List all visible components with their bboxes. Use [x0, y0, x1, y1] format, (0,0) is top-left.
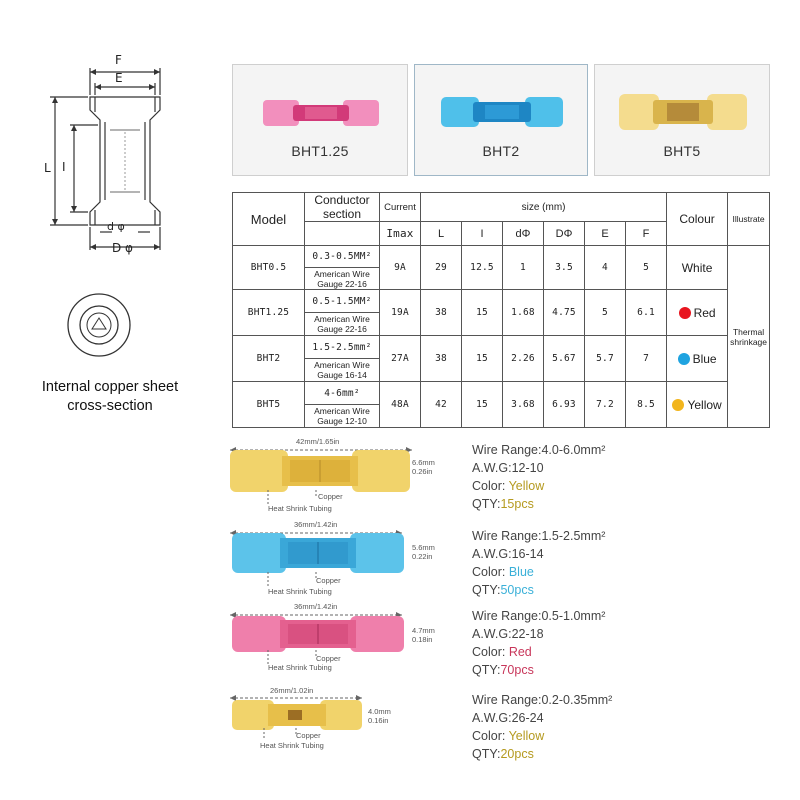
cell-section: 1.5-2.5mm² [305, 336, 380, 359]
cell-illustrate: Thermal shrinkage [728, 246, 770, 428]
cell-colour [667, 246, 728, 290]
tubing-label: Heat Shrink Tubing [268, 587, 332, 596]
header-imax: Imax [380, 222, 421, 246]
diameter-in-label: 0.26in [412, 467, 433, 476]
copper-label: Copper [296, 731, 321, 740]
cell-l: 42 [421, 382, 462, 428]
length-label: 42mm/1.65in [296, 437, 340, 446]
header-colour: Colour [667, 193, 728, 246]
wire-range-line [472, 607, 605, 625]
awg-line1: American Wire [314, 314, 370, 324]
header-f: F [626, 222, 667, 246]
cell-colour [667, 290, 728, 336]
awg-line [472, 709, 612, 727]
length-label: 36mm/1.42in [294, 520, 338, 529]
cell-d-big: 4.75 [544, 290, 585, 336]
awg-value: 16-14 [511, 547, 544, 561]
color-value: Yellow [508, 479, 545, 493]
qty-label: QTY: [472, 583, 501, 597]
cell-section: 4-6mm² [305, 382, 380, 405]
awg-label: A.W.G: [472, 627, 512, 641]
cell-awg [305, 313, 380, 336]
colour-label: Blue [692, 351, 717, 366]
header-e: E [585, 222, 626, 246]
range-value: 4.0-6.0mm² [541, 443, 606, 457]
dim-label-l: L [44, 161, 51, 175]
qty-value: 70pcs [500, 663, 534, 677]
red-dot-icon [679, 307, 691, 319]
length-label: 26mm/1.02in [270, 686, 314, 695]
cell-e: 7.2 [585, 382, 626, 428]
awg-value: 26-24 [511, 711, 544, 725]
cell-f: 5 [626, 246, 667, 290]
awg-label: A.W.G: [472, 461, 512, 475]
color-value: Yellow [508, 729, 545, 743]
qty-label: QTY: [472, 747, 501, 761]
color-value: Red [508, 645, 532, 659]
product-card-bht5 [594, 64, 770, 176]
qty-value: 15pcs [500, 497, 534, 511]
awg-line1: American Wire [314, 360, 370, 370]
length-label: 36mm/1.42in [294, 602, 338, 611]
tubing-label: Heat Shrink Tubing [268, 504, 332, 513]
awg-value: 22-18 [511, 627, 544, 641]
range-label: Wire Range: [472, 693, 542, 707]
awg-line [472, 459, 605, 477]
cell-i: 15 [462, 382, 503, 428]
range-value: 0.5-1.0mm² [541, 609, 606, 623]
color-label: Color: [472, 729, 506, 743]
cell-f: 8.5 [626, 382, 667, 428]
product-card-bht2 [414, 64, 588, 176]
header-conductor-line2: section [322, 207, 362, 221]
connector-pink-icon [261, 95, 381, 131]
awg-line1: American Wire [314, 406, 370, 416]
awg-value: 12-10 [511, 461, 544, 475]
dim-label-e: E [115, 71, 123, 85]
qty-value: 20pcs [500, 747, 534, 761]
blue-dot-icon [678, 353, 690, 365]
cell-model: BHT2 [233, 336, 305, 382]
qty-label: QTY: [472, 497, 501, 511]
card-label: BHT2 [482, 143, 520, 159]
awg-label: A.W.G: [472, 711, 512, 725]
color-value: Blue [508, 565, 534, 579]
header-conductor [305, 193, 380, 222]
qty-line [472, 581, 605, 599]
diameter-mm-label: 4.0mm [368, 707, 391, 716]
diameter-in-label: 0.18in [412, 635, 433, 644]
copper-label: Copper [316, 654, 341, 663]
wire-range-line [472, 441, 605, 459]
cell-section: 0.5-1.5MM² [305, 290, 380, 313]
dim-label-d-small: d φ [107, 220, 125, 233]
cell-i: 15 [462, 290, 503, 336]
color-label: Color: [472, 479, 506, 493]
connector-blue-icon [439, 93, 565, 131]
header-d-big: DΦ [544, 222, 585, 246]
colour-label: White [681, 260, 713, 275]
cell-d-small: 3.68 [503, 382, 544, 428]
item-spec-text [472, 527, 605, 599]
cross-section-icon [64, 290, 134, 360]
qty-value: 50pcs [500, 583, 534, 597]
item-spec-text [472, 607, 605, 679]
cell-d-small: 1.68 [503, 290, 544, 336]
header-conductor-line1: Conductor [314, 193, 370, 207]
caption-line-1: Internal copper sheet [41, 379, 179, 395]
cell-model: BHT1.25 [233, 290, 305, 336]
caption-line-2: cross-section [67, 398, 153, 414]
color-label: Color: [472, 645, 506, 659]
yellow-dot-icon [672, 399, 684, 411]
diameter-mm-label: 4.7mm [412, 626, 435, 635]
heat-shrink-connector-yellow-small-icon [232, 700, 362, 730]
table-row [233, 290, 770, 313]
cell-d-big: 6.93 [544, 382, 585, 428]
colour-label: Red [693, 305, 716, 320]
copper-label: Copper [318, 492, 343, 501]
range-value: 0.2-0.35mm² [541, 693, 613, 707]
cell-e: 4 [585, 246, 626, 290]
cell-awg [305, 405, 380, 428]
cell-e: 5 [585, 290, 626, 336]
tubing-label: Heat Shrink Tubing [260, 741, 324, 750]
heat-shrink-connector-yellow-icon [230, 450, 410, 492]
header-current: Current [380, 193, 421, 222]
header-d-small: dΦ [503, 222, 544, 246]
table-header-row [233, 193, 770, 222]
item-spec-text [472, 441, 605, 513]
qty-label: QTY: [472, 663, 501, 677]
spec-table [232, 192, 770, 428]
table-row [233, 382, 770, 405]
diameter-mm-label: 6.6mm [412, 458, 435, 467]
cell-section: 0.3-0.5MM² [305, 246, 380, 268]
range-label: Wire Range: [472, 443, 542, 457]
diameter-in-label: 0.22in [412, 552, 433, 561]
dim-label-f: F [115, 53, 122, 67]
color-line [472, 727, 612, 745]
connector-yellow-icon [617, 91, 749, 133]
table-row [233, 336, 770, 359]
color-line [472, 643, 605, 661]
wire-range-line [472, 527, 605, 545]
awg-line1: American Wire [314, 268, 370, 279]
cell-d-small: 1 [503, 246, 544, 290]
cell-f: 7 [626, 336, 667, 382]
header-l: L [421, 222, 462, 246]
cell-f: 6.1 [626, 290, 667, 336]
wire-range-line [472, 691, 612, 709]
cell-l: 38 [421, 290, 462, 336]
awg-line [472, 625, 605, 643]
table-row [233, 246, 770, 268]
color-line [472, 563, 605, 581]
cell-imax: 19A [380, 290, 421, 336]
cell-l: 29 [421, 246, 462, 290]
qty-line [472, 495, 605, 513]
dim-label-d-big: D φ [112, 241, 133, 255]
heat-shrink-connector-red-icon [232, 616, 404, 652]
cell-d-big: 5.67 [544, 336, 585, 382]
cell-i: 12.5 [462, 246, 503, 290]
cell-imax: 27A [380, 336, 421, 382]
cross-section-caption [20, 378, 200, 416]
colour-label: Yellow [687, 397, 722, 412]
heat-shrink-connector-blue-icon [232, 533, 404, 573]
header-model: Model [233, 193, 305, 246]
cell-d-big: 3.5 [544, 246, 585, 290]
cell-awg [305, 359, 380, 382]
tubing-label: Heat Shrink Tubing [268, 663, 332, 672]
header-illustrate: Illustrate [728, 193, 770, 246]
color-label: Color: [472, 565, 506, 579]
header-size: size (mm) [421, 193, 667, 222]
cell-d-small: 2.26 [503, 336, 544, 382]
copper-label: Copper [316, 576, 341, 585]
color-line [472, 477, 605, 495]
awg-line2: Gauge 12-10 [317, 416, 367, 426]
header-i: I [462, 222, 503, 246]
range-label: Wire Range: [472, 609, 542, 623]
cell-e: 5.7 [585, 336, 626, 382]
header-conductor-blank [305, 222, 380, 246]
dim-label-i: I [62, 160, 66, 174]
product-card-bht125 [232, 64, 408, 176]
cell-imax: 9A [380, 246, 421, 290]
awg-label: A.W.G: [472, 547, 512, 561]
cell-model: BHT5 [233, 382, 305, 428]
cell-awg [305, 268, 380, 290]
card-label: BHT1.25 [291, 143, 349, 159]
qty-line [472, 745, 612, 763]
range-label: Wire Range: [472, 529, 542, 543]
item-spec-text [472, 691, 612, 763]
awg-line2: Gauge 22-16 [317, 324, 367, 334]
diameter-mm-label: 5.6mm [412, 543, 435, 552]
cell-l: 38 [421, 336, 462, 382]
awg-line2: Gauge 16-14 [317, 370, 367, 380]
awg-line2: Gauge 22-16 [317, 278, 367, 289]
awg-line [472, 545, 605, 563]
range-value: 1.5-2.5mm² [541, 529, 606, 543]
cell-model: BHT0.5 [233, 246, 305, 290]
cell-colour [667, 336, 728, 382]
cell-imax: 48A [380, 382, 421, 428]
card-label: BHT5 [663, 143, 701, 159]
qty-line [472, 661, 605, 679]
diameter-in-label: 0.16in [368, 716, 389, 725]
cell-i: 15 [462, 336, 503, 382]
cell-colour [667, 382, 728, 428]
